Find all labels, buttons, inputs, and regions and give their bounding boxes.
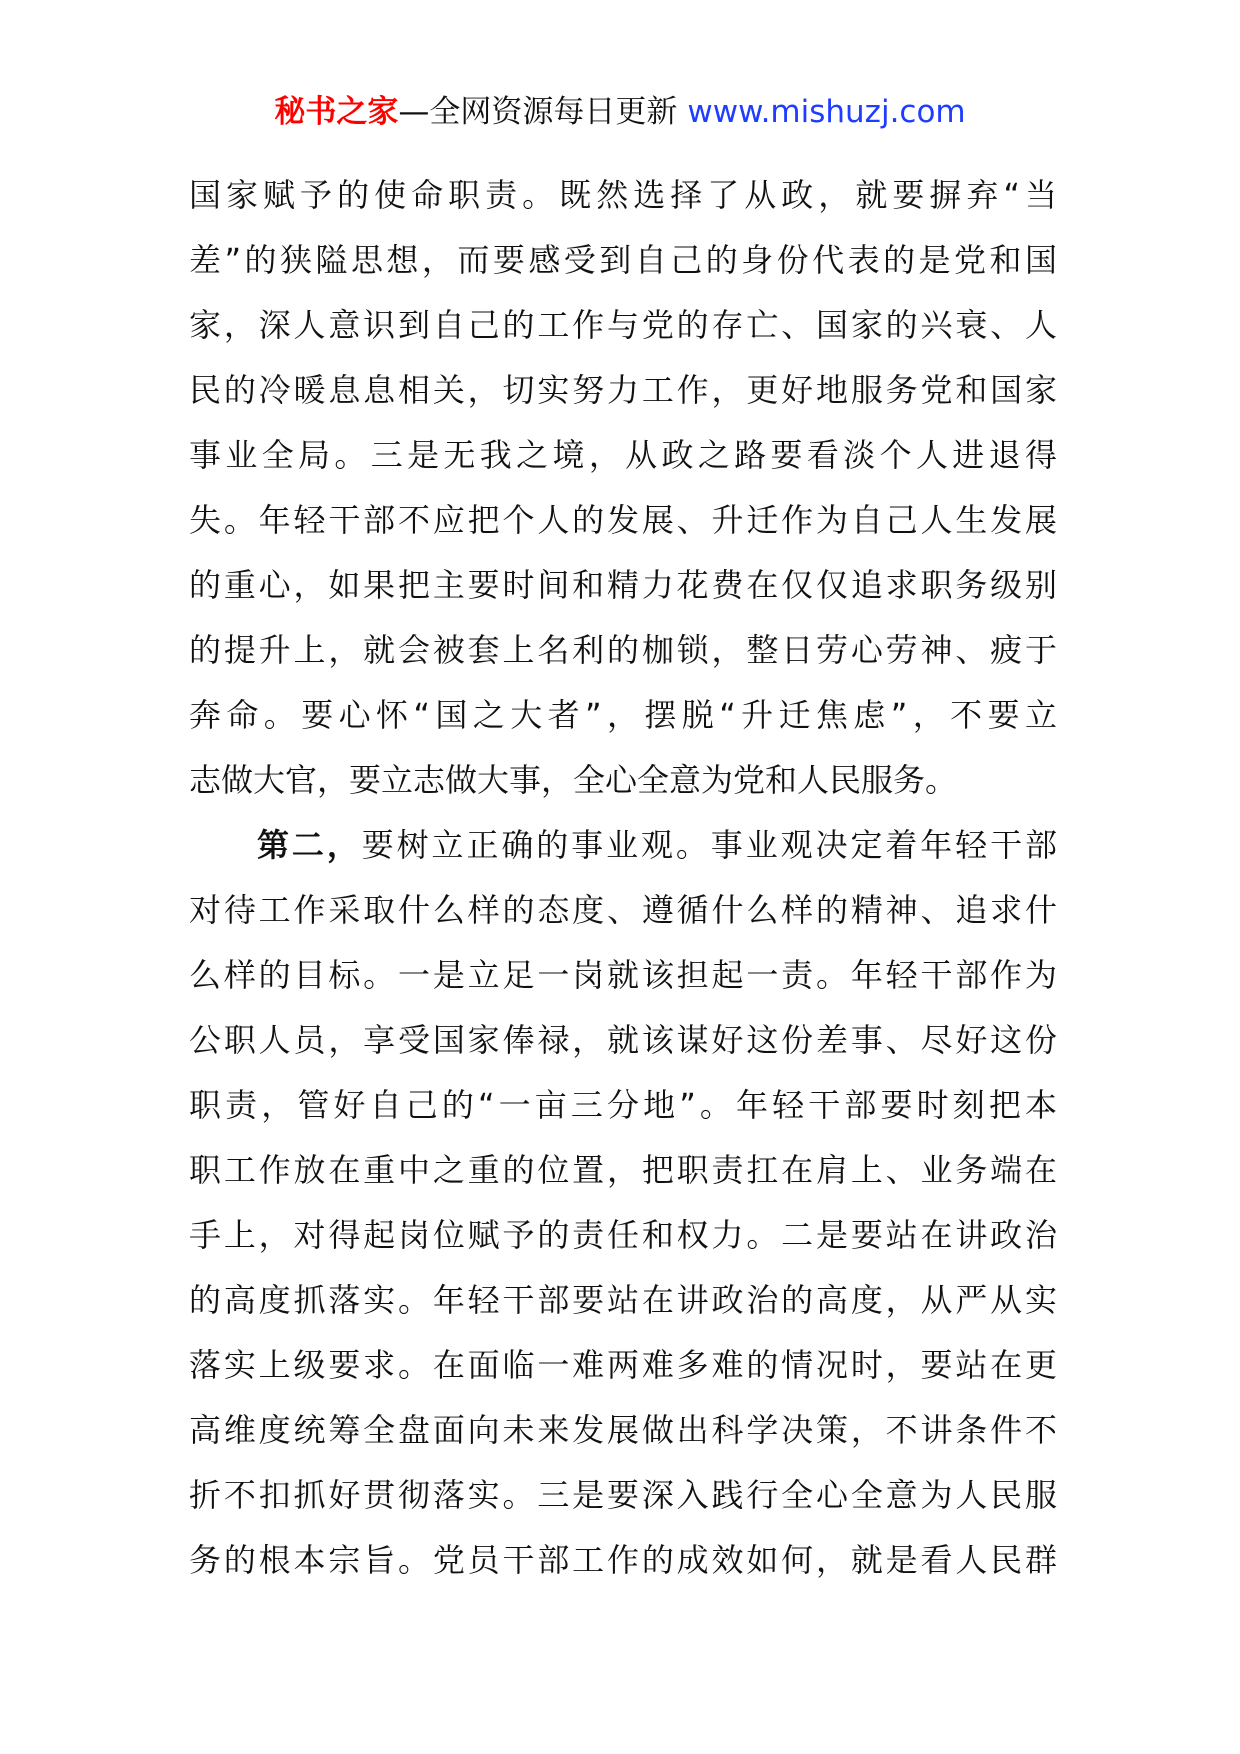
text-line: 的高度抓落实。年轻干部要站在讲政治的高度，从严从实 [189, 1281, 1057, 1319]
text-line: 奔命。要心怀“国之大者”，摆脱“升迁焦虑”，不要立 [189, 696, 1057, 734]
text-line: 对待工作采取什么样的态度、遵循什么样的精神、追求什 [189, 891, 1057, 929]
text-line: 么样的目标。一是立足一岗就该担起一责。年轻干部作为 [189, 956, 1057, 994]
text-line: 民的冷暖息息相关，切实努力工作，更好地服务党和国家 [189, 371, 1057, 409]
text-line: 职责，管好自己的“一亩三分地”。年轻干部要时刻把本 [189, 1086, 1057, 1124]
paragraph-1 [189, 163, 1057, 813]
text-line: 国家赋予的使命职责。既然选择了从政，就要摒弃“当 [189, 176, 1057, 214]
text-line: 高维度统筹全盘面向未来发展做出科学决策，不讲条件不 [189, 1411, 1057, 1449]
paragraph-2 [189, 813, 1057, 1593]
text-line: 失。年轻干部不应把个人的发展、升迁作为自己人生发展 [189, 501, 1057, 539]
text-line: 务的根本宗旨。党员干部工作的成效如何，就是看人民群 [189, 1541, 1057, 1579]
text-line: 事业全局。三是无我之境，从政之路要看淡个人进退得 [189, 436, 1057, 474]
text-line: 手上，对得起岗位赋予的责任和权力。二是要站在讲政治 [189, 1216, 1057, 1254]
header-slogan: —全网资源每日更新 [398, 94, 678, 130]
brand-name: 秘书之家 [274, 94, 399, 130]
text-line: 家，深人意识到自己的工作与党的存亡、国家的兴衰、人 [189, 306, 1057, 344]
text-line: 折不扣抓好贯彻落实。三是要深入践行全心全意为人民服 [189, 1476, 1057, 1514]
paragraph-first-line [189, 813, 1057, 878]
text-line: 职工作放在重中之重的位置，把职责扛在肩上、业务端在 [189, 1151, 1057, 1189]
paragraph-first-line-text: 要树立正确的事业观。事业观决定着年轻干部 [361, 826, 1057, 864]
text-line: 的提升上，就会被套上名利的枷锁，整日劳心劳神、疲于 [189, 631, 1057, 669]
text-line: 的重心，如果把主要时间和精力花费在仅仅追求职务级别 [189, 566, 1057, 604]
text-line: 差”的狭隘思想，而要感受到自己的身份代表的是党和国 [189, 241, 1057, 279]
text-line: 公职人员，享受国家俸禄，就该谋好这份差事、尽好这份 [189, 1021, 1057, 1059]
site-header [0, 92, 1240, 132]
document-body [189, 163, 1057, 1593]
paragraph-lead: 第二， [257, 826, 362, 864]
site-url-link[interactable]: www.mishuzj.com [687, 94, 966, 130]
text-line: 志做大官，要立志做大事，全心全意为党和人民服务。 [189, 761, 958, 799]
text-line: 落实上级要求。在面临一难两难多难的情况时，要站在更 [189, 1346, 1057, 1384]
